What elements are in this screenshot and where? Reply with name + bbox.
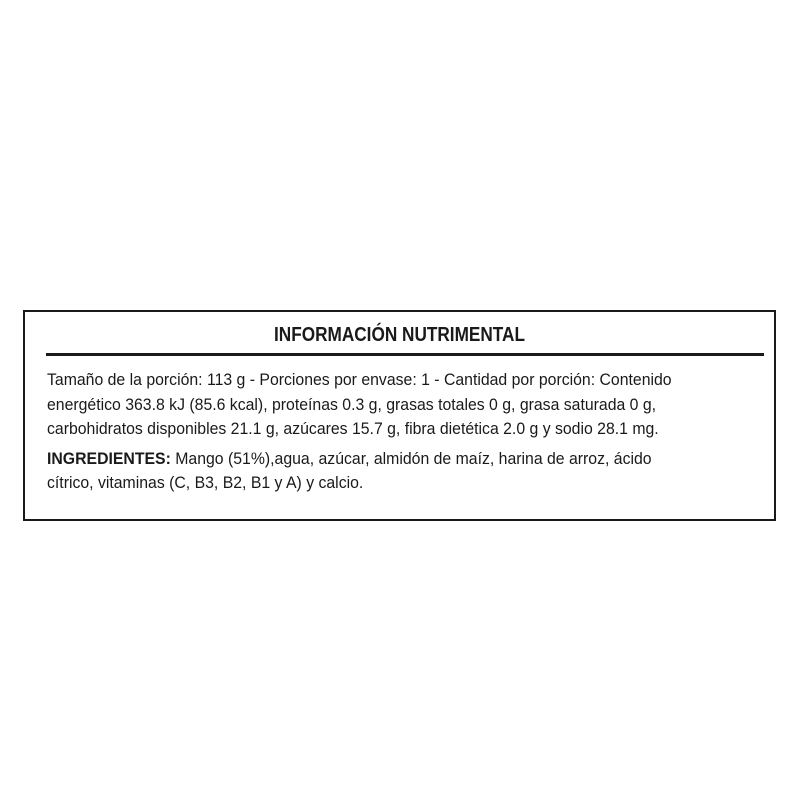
ingredients-heading: INGREDIENTES: [47, 448, 171, 468]
nutrition-label [23, 310, 776, 521]
ingredients-block [47, 447, 735, 496]
nutrition-line: carbohidratos disponibles 21.1 g, azúcares 15.7 g, fibra dietética 2.0 g y sodio 28.1 mg. [47, 419, 659, 438]
ingredients-line-2: cítrico, vitaminas (C, B3, B2, B1 y A) y calcio. [47, 473, 364, 492]
nutrition-line: energético 363.8 kJ (85.6 kcal), proteínas 0.3 g, grasas totales 0 g, grasa saturada 0 g, [47, 394, 657, 414]
title-divider [46, 353, 764, 356]
nutrition-line: Tamaño de la porción: 113 g - Porciones por envase: 1 - Cantidad por porción: Contenido [47, 370, 672, 389]
label-title: INFORMACIÓN NUTRIMENTAL [274, 324, 525, 346]
label-body [47, 368, 735, 496]
ingredients-text: Mango (51%),agua, azúcar, almidón de maíz, harina de arroz, ácido [170, 448, 652, 468]
ingredients-line [47, 447, 735, 472]
